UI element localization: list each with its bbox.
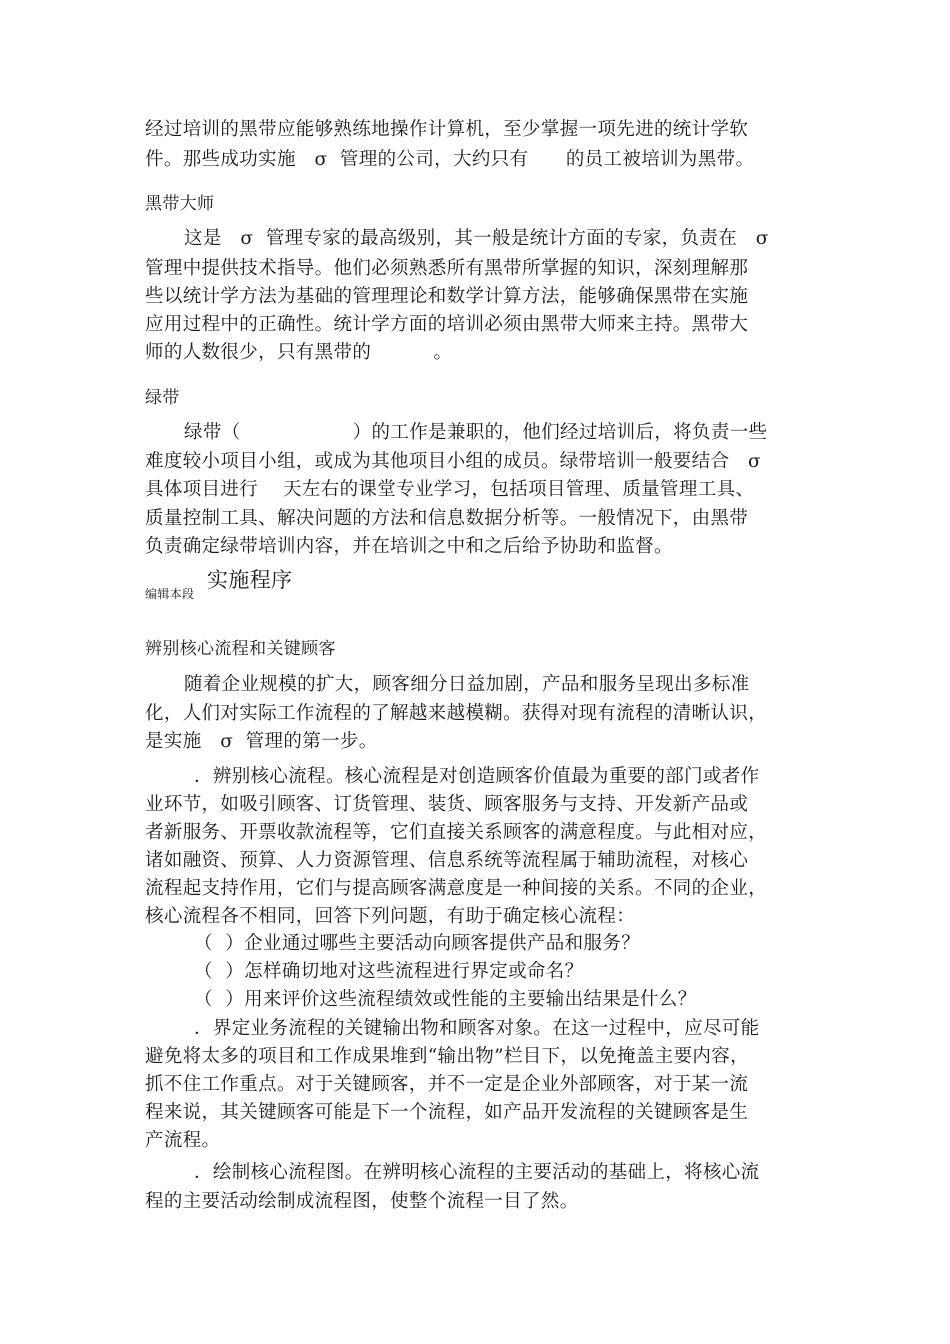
text-line: 绿带（ ）的工作是兼职的，他们经过培训后，将负责一些 <box>184 422 768 443</box>
subsection-heading: 辨别核心流程和关键顾客 <box>145 639 336 659</box>
text-line: 经过培训的黑带应能够熟练地操作计算机，至少掌握一项先进的统计学软 <box>145 119 749 140</box>
text-line: 避免将太多的项目和工作成果堆到“输出物”栏目下，以免掩盖主要内容， <box>145 1046 749 1067</box>
section-heading-implementation: 实施程序 <box>207 568 293 592</box>
text-line: 核心流程各不相同，回答下列问题，有助于确定核心流程： <box>145 906 636 927</box>
text-line: ．绘制核心流程图。在辨明核心流程的主要活动的基础上，将核心流 <box>194 1162 760 1183</box>
text-line: 者新服务、开票收款流程等，它们直接关系顾客的满意程度。与此相对应， <box>145 822 768 843</box>
text-line: 这是 σ 管理专家的最高级别，其一般是统计方面的专家，负责在 σ <box>184 228 769 249</box>
text-line: 产流程。 <box>145 1130 221 1151</box>
section-heading-green-belt: 绿带 <box>145 388 180 408</box>
text-line: 具体项目进行 天左右的课堂专业学习，包括项目管理、质量管理工具、 <box>145 479 755 500</box>
text-line: 师的人数很少，只有黑带的 。 <box>145 342 453 363</box>
text-line: 管理中提供技术指导。他们必须熟悉所有黑带所掌握的知识，深刻理解那 <box>145 258 749 279</box>
text-line: ．辨别核心流程。核心流程是对创造顾客价值最为重要的部门或者作 <box>194 766 760 787</box>
text-line: 应用过程中的正确性。统计学方面的培训必须由黑带大师来主持。黑带大 <box>145 314 749 335</box>
text-line: 化，人们对实际工作流程的了解越来越模糊。获得对现有流程的清晰认识， <box>145 703 768 724</box>
text-line: 诸如融资、预算、人力资源管理、信息系统等流程属于辅助流程，对核心 <box>145 850 749 871</box>
text-line: 件。那些成功实施 σ 管理的公司，大约只有 的员工被培训为黑带。 <box>145 149 755 170</box>
list-item: （ ）企业通过哪些主要活动向顾客提供产品和服务？ <box>194 933 641 954</box>
text-line: 流程起支持作用，它们与提高顾客满意度是一种间接的关系。不同的企业， <box>145 878 768 899</box>
text-line: 随着企业规模的扩大，顾客细分日益加剧，产品和服务呈现出多标准 <box>184 674 750 695</box>
text-line: 些以统计学方法为基础的管理理论和数学计算方法，能够确保黑带在实施 <box>145 286 749 307</box>
text-line: 负责确定绿带培训内容，并在培训之中和之后给予协助和监督。 <box>145 536 673 557</box>
text-line: 抓不住工作重点。对于关键顾客，并不一定是企业外部顾客，对于某一流 <box>145 1074 749 1095</box>
text-line: 程来说，其关键顾客可能是下一个流程，如产品开发流程的关键顾客是生 <box>145 1102 749 1123</box>
text-line: 质量控制工具、解决问题的方法和信息数据分析等。一般情况下，由黑带 <box>145 508 749 529</box>
list-item: （ ）怎样确切地对这些流程进行界定或命名？ <box>194 961 584 982</box>
edit-section-label: 编辑本段 <box>145 587 195 601</box>
text-line: 程的主要活动绘制成流程图，使整个流程一目了然。 <box>145 1191 579 1212</box>
text-line: ．界定业务流程的关键输出物和顾客对象。在这一过程中，应尽可能 <box>194 1018 760 1039</box>
list-item: （ ）用来评价这些流程绩效或性能的主要输出结果是什么？ <box>194 989 697 1010</box>
text-line: 业环节，如吸引顾客、订货管理、装货、顾客服务与支持、开发新产品或 <box>145 794 749 815</box>
section-heading-black-belt-master: 黑带大师 <box>145 194 215 214</box>
text-line: 难度较小项目小组，或成为其他项目小组的成员。绿带培训一般要结合 σ <box>145 451 762 472</box>
text-line: 是实施 σ 管理的第一步。 <box>145 731 378 752</box>
